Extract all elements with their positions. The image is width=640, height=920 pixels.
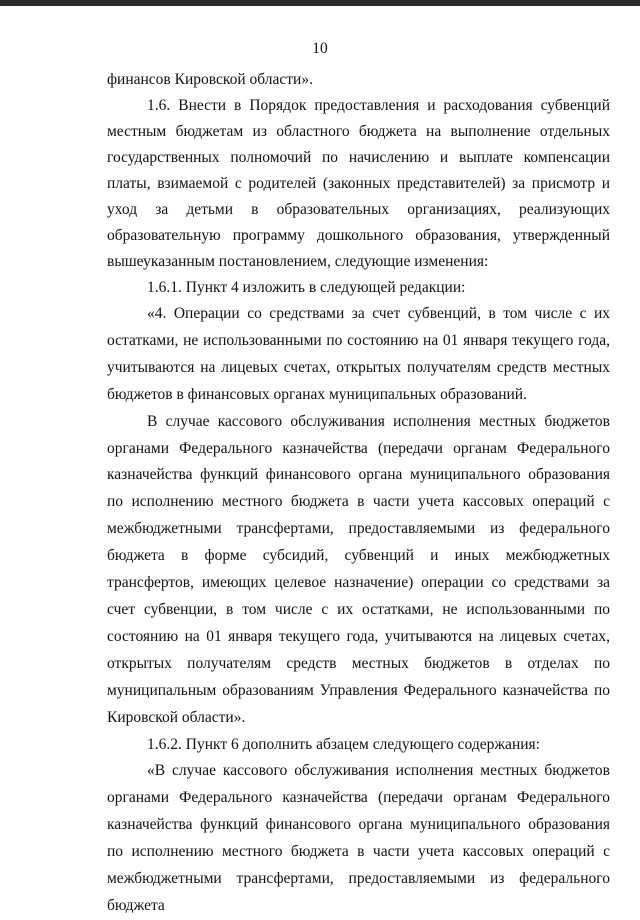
paragraph-point-4: «4. Операции со средствами за счет субвенций, в том числе с их остатками, не использованными по состоянию на 01 января текущего года, учитываются на лицевых счетах, открытых получателям средств местных бюджетов в финансовых органах муниципальных образований.: [107, 305, 610, 403]
scan-top-edge: [0, 0, 640, 6]
document-body: [107, 67, 610, 920]
paragraph-treasury-case: В случае кассового обслуживания исполнения местных бюджетов органами Федерального казначейства (передачи органам Федерального казначейства функций финансового органа муниципального образования по исполнению местного бюджета в части учета кассовых операций с межбюджетными трансфертами, предоставляемыми из федерального бюджета в форме субсидий, субвенций и иных межбюджетных трансфертов, имеющих целевое назначение) операции со средствами за счет субвенции, в том числе с их остатками, не использованными по состоянию на 01 января текущего года, учитываются на лицевых счетах, открытых получателям средств местных бюджетов в отделах по муниципальным образованиям Управления Федерального казначейства по Кировской области».: [107, 412, 610, 726]
paragraph-point-6-addition: «В случае кассового обслуживания исполнения местных бюджетов органами Федерального казначейства (передачи органам Федерального казначейства функций финансового органа муниципального образования по исполнению местного бюджета в части учета кассовых операций с межбюджетными трансфертами, предоставляемыми из федерального бюджета: [107, 762, 610, 914]
paragraph-1-6-1: 1.6.1. Пункт 4 изложить в следующей редакции:: [147, 279, 466, 296]
paragraph-1-6: 1.6. Внести в Порядок предоставления и расходования субвенций местным бюджетам из областного бюджета на выполнение отдельных государственных полномочий по начислению и выплате компенсации платы, взимаемой с родителей (законных представителей) за присмотр и уход за детьми в образовательных организациях, реализующих образовательную программу дошкольного образования, утвержденный вышеуказанным постановлением, следующие изменения:: [107, 97, 610, 270]
page-number: 10: [312, 40, 328, 57]
amended-text-block: [107, 301, 610, 920]
paragraph-continuation: финансов Кировской области».: [107, 71, 313, 88]
paragraph-1-6-2: 1.6.2. Пункт 6 дополнить абзацем следующего содержания:: [147, 735, 540, 753]
